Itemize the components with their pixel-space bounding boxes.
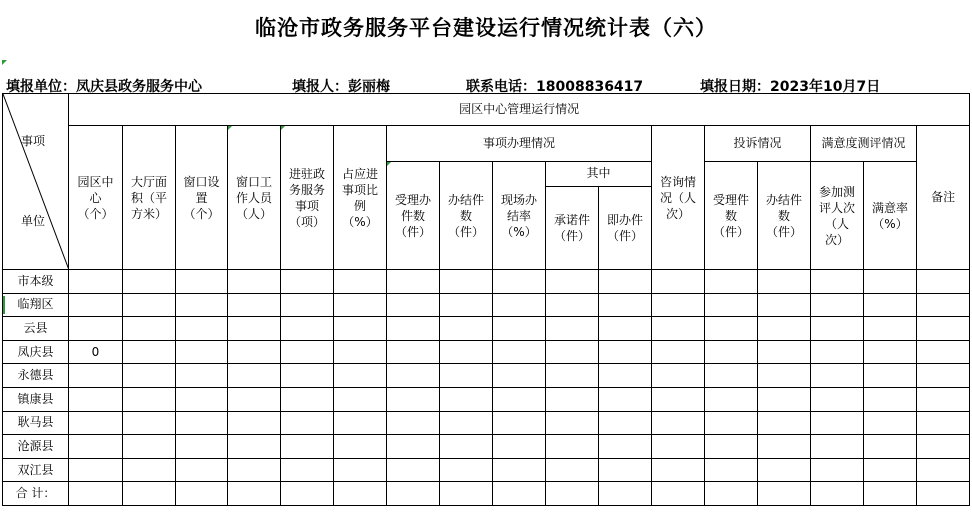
group-header-satisfaction[interactable]: 满意度测评情况 bbox=[811, 126, 917, 162]
table-cell[interactable] bbox=[440, 340, 493, 364]
among-label: 其中 bbox=[546, 162, 651, 186]
table-cell[interactable] bbox=[387, 482, 440, 506]
col-header-window-staff[interactable] bbox=[228, 126, 281, 270]
table-cell[interactable] bbox=[387, 293, 440, 317]
table-cell[interactable] bbox=[546, 270, 599, 294]
table-cell[interactable] bbox=[281, 364, 334, 388]
table-cell[interactable] bbox=[493, 270, 546, 294]
table-cell[interactable] bbox=[864, 411, 917, 435]
table-cell[interactable] bbox=[652, 270, 705, 294]
table-cell[interactable] bbox=[440, 411, 493, 435]
table-cell[interactable] bbox=[599, 411, 652, 435]
table-cell[interactable] bbox=[811, 435, 864, 459]
table-cell[interactable] bbox=[334, 270, 387, 294]
table-cell[interactable] bbox=[705, 340, 758, 364]
cell-park-center[interactable] bbox=[69, 270, 123, 294]
table-cell[interactable] bbox=[599, 293, 652, 317]
table-cell[interactable] bbox=[176, 411, 228, 435]
table-cell[interactable] bbox=[176, 270, 228, 294]
table-cell[interactable] bbox=[758, 270, 811, 294]
table-cell[interactable] bbox=[546, 387, 599, 411]
table-cell[interactable] bbox=[546, 340, 599, 364]
table-cell[interactable] bbox=[440, 458, 493, 482]
table-cell[interactable] bbox=[917, 411, 970, 435]
row-label[interactable]: 市本级 bbox=[3, 270, 69, 294]
table-cell[interactable] bbox=[334, 411, 387, 435]
table-cell[interactable] bbox=[334, 340, 387, 364]
table-cell[interactable] bbox=[917, 340, 970, 364]
table-row bbox=[3, 340, 970, 364]
table-cell[interactable] bbox=[758, 458, 811, 482]
col-header-participants-label: 参加测评人次（人次） bbox=[818, 184, 855, 247]
row-label[interactable]: 耿马县 bbox=[3, 411, 69, 435]
table-cell[interactable] bbox=[599, 340, 652, 364]
table-row bbox=[3, 458, 970, 482]
table-cell[interactable] bbox=[281, 435, 334, 459]
table-cell[interactable] bbox=[493, 317, 546, 341]
reporter-name[interactable]: 填报人：彭丽梅 bbox=[292, 79, 390, 95]
col-header-windows[interactable] bbox=[176, 126, 228, 270]
col-header-promise-label: 承诺件（件） bbox=[553, 212, 590, 243]
table-cell[interactable] bbox=[123, 364, 176, 388]
col-header-complaint-accepted[interactable] bbox=[705, 162, 758, 270]
table-row bbox=[3, 411, 970, 435]
table-cell[interactable] bbox=[281, 482, 334, 506]
table-cell[interactable] bbox=[864, 340, 917, 364]
group-header-park-management[interactable]: 园区中心管理运行情况 bbox=[69, 94, 970, 126]
table-cell[interactable] bbox=[546, 458, 599, 482]
table-cell[interactable] bbox=[705, 364, 758, 388]
table-cell[interactable] bbox=[440, 364, 493, 388]
col-header-consult-label: 咨询情况（人次） bbox=[659, 174, 696, 221]
table-cell[interactable] bbox=[546, 411, 599, 435]
table-cell[interactable] bbox=[493, 482, 546, 506]
table-cell[interactable] bbox=[493, 458, 546, 482]
col-header-window-staff-label: 窗口工作人员（人） bbox=[235, 174, 272, 221]
table-cell[interactable] bbox=[705, 387, 758, 411]
table-cell[interactable] bbox=[440, 270, 493, 294]
table-cell[interactable] bbox=[546, 364, 599, 388]
table-cell[interactable] bbox=[440, 317, 493, 341]
table-cell[interactable] bbox=[334, 387, 387, 411]
col-header-ratio[interactable] bbox=[334, 126, 387, 270]
col-header-consult[interactable] bbox=[652, 126, 705, 270]
table-cell[interactable] bbox=[599, 270, 652, 294]
col-header-park-center-label: 园区中心（个） bbox=[77, 174, 114, 221]
table-row bbox=[3, 317, 970, 341]
col-header-instant-label: 即办件（件） bbox=[606, 212, 643, 243]
table-cell[interactable] bbox=[493, 364, 546, 388]
corner-label-items: 事项 bbox=[21, 134, 46, 148]
table-cell[interactable] bbox=[123, 458, 176, 482]
table-cell[interactable] bbox=[440, 482, 493, 506]
table-cell[interactable] bbox=[228, 270, 281, 294]
table-cell[interactable] bbox=[440, 293, 493, 317]
cell-park-center[interactable] bbox=[69, 387, 123, 411]
col-header-satisfaction-rate-label: 满意率（%） bbox=[871, 200, 908, 231]
table-cell[interactable] bbox=[917, 317, 970, 341]
cell-park-center[interactable] bbox=[69, 458, 123, 482]
cell-park-center[interactable] bbox=[69, 435, 123, 459]
cell-park-center[interactable] bbox=[69, 364, 123, 388]
col-header-accepted-label: 受理办件数（件） bbox=[394, 192, 431, 239]
table-cell[interactable] bbox=[864, 458, 917, 482]
table-cell[interactable] bbox=[917, 435, 970, 459]
table-cell[interactable] bbox=[387, 435, 440, 459]
table-cell[interactable] bbox=[705, 270, 758, 294]
table-cell[interactable] bbox=[281, 387, 334, 411]
table-cell[interactable] bbox=[811, 411, 864, 435]
row-label[interactable]: 永德县 bbox=[3, 364, 69, 388]
table-cell[interactable] bbox=[811, 387, 864, 411]
table-cell[interactable] bbox=[334, 482, 387, 506]
group-header-affairs[interactable]: 事项办理情况 bbox=[387, 126, 652, 162]
report-date[interactable]: 填报日期：2023年10月7日 bbox=[700, 79, 881, 95]
table-cell[interactable] bbox=[176, 387, 228, 411]
col-header-onsite-rate[interactable] bbox=[493, 162, 546, 270]
table-cell[interactable] bbox=[811, 340, 864, 364]
col-header-windows-label: 窗口设置（个） bbox=[183, 174, 220, 221]
table-cell[interactable] bbox=[228, 482, 281, 506]
table-cell[interactable] bbox=[281, 270, 334, 294]
col-header-hall-area[interactable] bbox=[123, 126, 176, 270]
table-cell[interactable] bbox=[334, 435, 387, 459]
row-label[interactable]: 镇康县 bbox=[3, 387, 69, 411]
table-cell[interactable] bbox=[758, 293, 811, 317]
table-cell[interactable] bbox=[228, 364, 281, 388]
table-cell[interactable] bbox=[705, 458, 758, 482]
among-subtable bbox=[546, 162, 651, 269]
table-cell[interactable] bbox=[652, 387, 705, 411]
col-header-satisfaction-rate[interactable] bbox=[864, 162, 917, 270]
col-header-ratio-label: 占应进事项比例（%） bbox=[341, 166, 378, 229]
table-cell[interactable] bbox=[176, 364, 228, 388]
table-cell[interactable] bbox=[334, 364, 387, 388]
table-cell[interactable] bbox=[811, 458, 864, 482]
table-cell[interactable] bbox=[917, 482, 970, 506]
table-cell[interactable] bbox=[176, 340, 228, 364]
col-header-participants[interactable] bbox=[811, 162, 864, 270]
table-cell[interactable] bbox=[652, 317, 705, 341]
col-header-remark[interactable]: 备注 bbox=[917, 126, 970, 270]
table-cell[interactable] bbox=[917, 458, 970, 482]
table-body bbox=[3, 270, 970, 506]
row-label[interactable]: 云县 bbox=[3, 317, 69, 341]
table-cell[interactable] bbox=[281, 340, 334, 364]
table-cell[interactable] bbox=[123, 340, 176, 364]
table-cell[interactable] bbox=[176, 482, 228, 506]
table-cell[interactable] bbox=[387, 364, 440, 388]
table-cell[interactable] bbox=[440, 387, 493, 411]
table-cell[interactable] bbox=[387, 458, 440, 482]
corner-diagonal-line bbox=[3, 94, 69, 270]
table-cell[interactable] bbox=[228, 317, 281, 341]
table-cell[interactable] bbox=[652, 340, 705, 364]
table-cell[interactable] bbox=[123, 387, 176, 411]
table-cell[interactable] bbox=[864, 435, 917, 459]
col-header-complaint-accepted-label: 受理件数（件） bbox=[712, 192, 749, 239]
table-cell[interactable] bbox=[334, 317, 387, 341]
cell-comment-marker bbox=[2, 60, 7, 65]
row-label[interactable]: 凤庆县 bbox=[3, 340, 69, 364]
col-header-completed-label: 办结件数（件） bbox=[447, 192, 484, 239]
table-cell[interactable] bbox=[864, 293, 917, 317]
table-cell[interactable] bbox=[281, 293, 334, 317]
table-cell[interactable] bbox=[123, 293, 176, 317]
table-cell[interactable] bbox=[652, 411, 705, 435]
table-row bbox=[3, 293, 970, 317]
table-cell[interactable] bbox=[917, 270, 970, 294]
table-cell[interactable] bbox=[864, 364, 917, 388]
table-cell[interactable] bbox=[599, 458, 652, 482]
table-cell[interactable] bbox=[864, 317, 917, 341]
cell-park-center[interactable] bbox=[69, 482, 123, 506]
table-cell[interactable] bbox=[334, 293, 387, 317]
table-cell[interactable] bbox=[546, 317, 599, 341]
table-cell[interactable] bbox=[864, 270, 917, 294]
table-cell[interactable] bbox=[493, 411, 546, 435]
table-cell[interactable] bbox=[387, 411, 440, 435]
table-cell[interactable] bbox=[123, 270, 176, 294]
table-cell[interactable] bbox=[917, 364, 970, 388]
table-cell[interactable] bbox=[493, 293, 546, 317]
col-header-complaint-completed-label: 办结件数（件） bbox=[765, 192, 802, 239]
table-cell[interactable] bbox=[811, 270, 864, 294]
cell-park-center[interactable]: 0 bbox=[69, 340, 123, 364]
table-cell[interactable] bbox=[917, 293, 970, 317]
col-header-items-entered[interactable] bbox=[281, 126, 334, 270]
table-cell[interactable] bbox=[599, 482, 652, 506]
table-row bbox=[3, 435, 970, 459]
table-cell[interactable] bbox=[758, 482, 811, 506]
table-cell[interactable] bbox=[228, 387, 281, 411]
table-row bbox=[3, 270, 970, 294]
table-row bbox=[3, 364, 970, 388]
cell-park-center[interactable] bbox=[69, 293, 123, 317]
table-cell[interactable] bbox=[281, 411, 334, 435]
table-cell[interactable] bbox=[652, 293, 705, 317]
table-cell[interactable] bbox=[705, 435, 758, 459]
table-cell[interactable] bbox=[176, 293, 228, 317]
table-cell[interactable] bbox=[440, 435, 493, 459]
table-cell[interactable] bbox=[652, 458, 705, 482]
row-label[interactable]: 双江县 bbox=[3, 458, 69, 482]
table-cell[interactable] bbox=[758, 340, 811, 364]
table-cell[interactable] bbox=[705, 482, 758, 506]
table-cell[interactable] bbox=[599, 387, 652, 411]
table-cell[interactable] bbox=[864, 387, 917, 411]
table-cell[interactable] bbox=[123, 482, 176, 506]
table-cell[interactable] bbox=[811, 293, 864, 317]
cell-park-center[interactable] bbox=[69, 317, 123, 341]
table-cell[interactable] bbox=[599, 364, 652, 388]
table-cell[interactable] bbox=[705, 411, 758, 435]
table-cell[interactable] bbox=[546, 435, 599, 459]
cell-park-center[interactable] bbox=[69, 411, 123, 435]
table-cell[interactable] bbox=[811, 482, 864, 506]
table-cell[interactable] bbox=[176, 435, 228, 459]
table-cell[interactable] bbox=[864, 482, 917, 506]
table-cell[interactable] bbox=[176, 458, 228, 482]
table-cell[interactable] bbox=[652, 364, 705, 388]
col-header-onsite-rate-label: 现场办结率（%） bbox=[500, 192, 537, 239]
statistics-table-wrapper bbox=[2, 93, 970, 511]
table-cell[interactable] bbox=[705, 293, 758, 317]
table-cell[interactable] bbox=[811, 317, 864, 341]
report-title: 临沧市政务服务平台建设运行情况统计表（六） bbox=[255, 16, 717, 40]
row-label[interactable]: 临翔区 bbox=[3, 293, 69, 317]
table-cell[interactable] bbox=[546, 482, 599, 506]
table-cell[interactable] bbox=[546, 293, 599, 317]
table-cell[interactable] bbox=[228, 293, 281, 317]
table-cell[interactable] bbox=[758, 364, 811, 388]
table-cell[interactable] bbox=[176, 317, 228, 341]
row-label[interactable]: 沧源县 bbox=[3, 435, 69, 459]
table-cell[interactable] bbox=[281, 458, 334, 482]
reporting-unit[interactable]: 填报单位：凤庆县政务服务中心 bbox=[6, 79, 202, 95]
table-cell[interactable] bbox=[493, 340, 546, 364]
table-cell[interactable] bbox=[334, 458, 387, 482]
table-cell[interactable] bbox=[387, 317, 440, 341]
corner-header-cell[interactable] bbox=[3, 94, 69, 270]
table-cell[interactable] bbox=[652, 435, 705, 459]
table-cell[interactable] bbox=[228, 340, 281, 364]
table-cell[interactable] bbox=[493, 435, 546, 459]
table-row bbox=[3, 482, 970, 506]
col-header-promise[interactable] bbox=[546, 186, 599, 269]
table-cell[interactable] bbox=[387, 387, 440, 411]
row-label[interactable]: 合 计： bbox=[3, 482, 69, 506]
table-cell[interactable] bbox=[758, 317, 811, 341]
table-cell[interactable] bbox=[811, 364, 864, 388]
table-row bbox=[3, 387, 970, 411]
table-cell[interactable] bbox=[599, 317, 652, 341]
group-header-complaint[interactable]: 投诉情况 bbox=[705, 126, 811, 162]
col-header-items-entered-label: 进驻政务服务事项（项） bbox=[288, 166, 325, 229]
table-cell[interactable] bbox=[228, 458, 281, 482]
table-cell[interactable] bbox=[758, 435, 811, 459]
col-header-complaint-completed[interactable] bbox=[758, 162, 811, 270]
table-cell[interactable] bbox=[123, 435, 176, 459]
col-header-instant[interactable] bbox=[599, 186, 652, 269]
table-cell[interactable] bbox=[705, 317, 758, 341]
col-header-accepted[interactable] bbox=[387, 162, 440, 270]
table-cell[interactable] bbox=[228, 435, 281, 459]
table-cell[interactable] bbox=[387, 340, 440, 364]
table-cell[interactable] bbox=[123, 317, 176, 341]
table-cell[interactable] bbox=[758, 387, 811, 411]
col-header-park-center[interactable] bbox=[69, 126, 123, 270]
group-header-among[interactable] bbox=[546, 162, 652, 270]
table-cell[interactable] bbox=[123, 411, 176, 435]
table-cell[interactable] bbox=[652, 482, 705, 506]
corner-label-unit: 单位 bbox=[21, 214, 46, 228]
table-cell[interactable] bbox=[493, 387, 546, 411]
table-cell[interactable] bbox=[387, 270, 440, 294]
table-cell[interactable] bbox=[758, 411, 811, 435]
table-cell[interactable] bbox=[917, 387, 970, 411]
statistics-table bbox=[2, 93, 970, 506]
table-cell[interactable] bbox=[228, 411, 281, 435]
table-cell[interactable] bbox=[599, 435, 652, 459]
table-cell[interactable] bbox=[281, 317, 334, 341]
contact-phone[interactable]: 联系电话：18008836417 bbox=[466, 79, 644, 95]
col-header-completed[interactable] bbox=[440, 162, 493, 270]
col-header-hall-area-label: 大厅面积（平方米） bbox=[130, 174, 167, 221]
